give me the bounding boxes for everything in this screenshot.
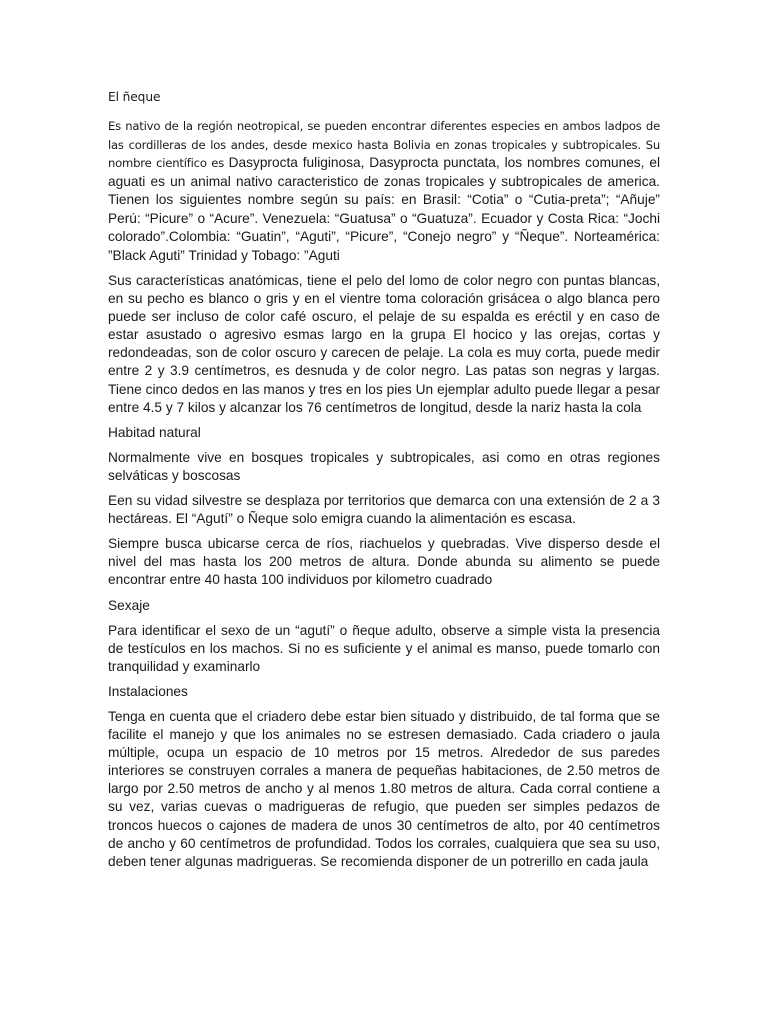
habitat-paragraph-3: Siempre busca ubicarse cerca de ríos, riachuelos y quebradas. Vive disperso desde el nivel del mas hasta los 200 metros de altura. Donde abunda su alimento se puede encontrar entre 40 hasta 100 individuos por kilometro cuadrado — [108, 536, 660, 588]
intro-paragraph — [108, 117, 660, 265]
sexaje-heading: Sexaje — [108, 597, 150, 613]
sexaje-paragraph: Para identificar el sexo de un “agutí” o ñeque adulto, observe a simple vista la presencia de testículos en los machos. Si no es suficiente y el animal es manso, puede tomarlo con tranquilidad y examinarlo — [108, 622, 660, 674]
intro-text-part2: Dasyprocta fuliginosa, Dasyprocta punctata, los nombres comunes, el aguati es un animal nativo caracteristico de zonas tropicales y subtropicales de america. Tienen los siguientes nombre según su país: en Brasil: “Cotia” o “Cutia-preta”; “Añuje” Perú: “Picure” o “Acure”. Venezuela: “Guatusa” o “Guatuza”. Ecuador y Costa Rica: “Jochi colorado”.Colombia: “Guatin”, “Aguti”, “Picure”, “Conejo negro” y “Ñeque”. Norteamérica: ”Black Aguti” Trinidad y Tobago: ”Aguti — [108, 155, 660, 263]
document-page — [108, 88, 660, 871]
instalaciones-paragraph: Tenga en cuenta que el criadero debe estar bien situado y distribuido, de tal forma que se facilite el manejo y que los animales no se estresen demasiado. Cada criadero o jaula múltiple, ocupa un espacio de 10 metros por 15 metros. Alrededor de sus paredes interiores se construyen corrales a manera de pequeñas habitaciones, de 2.50 metros de largo por 2.50 metros de ancho y al menos 1.80 metros de altura. Cada corral contiene a su vez, varias cuevas o madrigueras de refugio, que pueden ser simples pedazos de troncos huecos o cajones de madera de unos 30 centímetros de alto, por 40 centímetros de ancho y 60 centímetros de profundidad. Todos los corrales, cualquiera que sea su uso, deben tener algunas madrigueras. Se recomienda disponer de un potrerillo en cada jaula — [108, 708, 660, 869]
instalaciones-heading: Instalaciones — [108, 683, 188, 699]
anatomy-paragraph: Sus características anatómicas, tiene el pelo del lomo de color negro con puntas blancas, en su pecho es blanco o gris y en el vientre toma coloración grisácea o algo blanca pero puede ser incluso de color café oscuro, el pelaje de su espalda es eréctil y en caso de estar asustado o agresivo esmas largo en la grupa El hocico y las orejas, cortas y redondeadas, son de color oscuro y carecen de pelaje. La cola es muy corta, puede medir entre 2 y 3.9 centímetros, es desnuda y de color negro. Las patas son negras y largas. Tiene cinco dedos en las manos y tres en los pies Un ejemplar adulto puede llegar a pesar entre 4.5 y 7 kilos y alcanzar los 76 centímetros de longitud, desde la nariz hasta la cola — [108, 273, 660, 415]
document-title: El ñeque — [108, 90, 161, 104]
habitat-paragraph-1: Normalmente vive en bosques tropicales y subtropicales, asi como en otras regiones selváticas y boscosas — [108, 449, 660, 483]
intro-text-part1: Es nativo de la región neotropical, se pueden encontrar diferentes especies en ambos ladpos de las cordilleras de los andes, desde mexico hasta Bolivia en zonas tropicales y subtropicales. Su nombre científico es — [108, 119, 660, 170]
habitat-paragraph-2: Een su vidad silvestre se desplaza por territorios que demarca con una extensión de 2 a 3 hectáreas. El “Agutí” o Ñeque solo emigra cuando la alimentación es escasa. — [108, 493, 660, 527]
habitat-heading: Habitad natural — [108, 424, 201, 440]
